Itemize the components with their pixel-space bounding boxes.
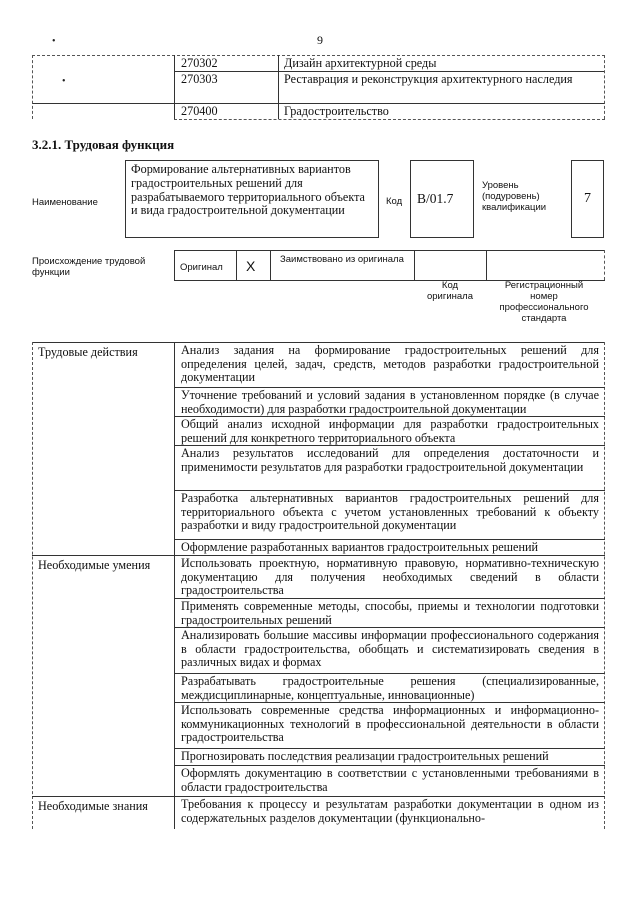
spec-name: Реставрация и реконструкция архитектурного наследия — [284, 72, 573, 86]
spec-code: 270400 — [181, 104, 218, 118]
skill-item: Прогнозировать последствия реализации градостроительных решений — [181, 749, 549, 763]
skill-item: Применять современные методы, способы, приемы и технологии подготовки градостроительных решений — [181, 599, 599, 627]
section-title: 3.2.1. Трудовая функция — [32, 137, 175, 152]
function-name: Формирование альтернативных вариантов градостроительных решений для разрабатываемого территориального объекта и вида градостроительной документации — [131, 162, 365, 218]
labor-action-item: Оформление разработанных вариантов градостроительных решений — [181, 540, 539, 554]
original-mark: X — [246, 258, 256, 274]
skill-item: Оформлять документацию в соответствии с установленными требованиями в области градостроительства — [181, 766, 599, 794]
labor-action-item: Уточнение требований и условий задания в установленном порядке (в случае необходимости) для разработки градостроительной документации — [181, 388, 599, 416]
code-original-label: Код оригинала — [426, 280, 473, 302]
skills-label: Необходимые умения — [38, 558, 151, 572]
name-label: Наименование — [32, 197, 98, 208]
labor-action-item: Разработка альтернативных вариантов градостроительных решений для территориального объекта с учетом установленных требований к объекту разработки и виду градостроительной документации — [181, 491, 599, 533]
level-box — [571, 160, 604, 238]
spec-name: Дизайн архитектурной среды — [284, 56, 437, 70]
knowledge-label: Необходимые знания — [38, 799, 148, 813]
stray-mark: • — [52, 36, 56, 47]
labor-action-item: Анализ задания на формирование градостроительных решений для определения целей, задач, средств, методов разработки градостроительной документации — [181, 343, 599, 385]
spec-name: Градостроительство — [284, 104, 389, 118]
skill-item: Анализировать большие массивы информации профессионального содержания в области градостроительства, обобщать и систематизировать сведения в различных видах и формах — [181, 628, 599, 670]
name-box — [125, 160, 379, 238]
page-number: 9 — [317, 33, 323, 47]
code-label: Код — [386, 196, 403, 207]
labor-actions-label: Трудовые действия — [38, 345, 138, 359]
labor-action-item: Общий анализ исходной информации для разработки градостроительных решений для конкретного территориального объекта — [181, 417, 599, 445]
spec-code: 270303 — [181, 72, 218, 86]
origin-label: Происхождение трудовой функции — [32, 256, 146, 278]
level-value: 7 — [584, 191, 591, 206]
labor-action-item: Анализ результатов исследований для определения достаточности и применимости результатов для разработки градостроительной документации — [181, 446, 599, 474]
skill-item: Использовать проектную, нормативную правовую, нормативно-техническую документацию для получения необходимых сведений в области градостроительства — [181, 556, 599, 598]
skill-item: Разрабатывать градостроительные решения (специализированные, междисциплинарные, концептуальные, инновационные) — [181, 674, 599, 702]
stray-mark: • — [62, 76, 66, 87]
borrowed-label: Заимствовано из оригинала — [280, 254, 404, 265]
reg-number-label: Регистрационный номер профессионального стандарта — [499, 280, 589, 324]
function-code: B/01.7 — [417, 191, 454, 206]
spec-code: 270302 — [181, 56, 218, 70]
skill-item: Использовать современные средства информационных и информационно-коммуникационных технологий в профессиональной деятельности в области градостроительства — [181, 703, 599, 745]
code-box — [410, 160, 474, 238]
level-label: Уровень (подуровень) квалификации — [482, 180, 547, 213]
original-label: Оригинал — [180, 262, 223, 273]
knowledge-item: Требования к процессу и результатам разработки документации в одном из содержательных разделов документации (функционально- — [181, 797, 599, 825]
